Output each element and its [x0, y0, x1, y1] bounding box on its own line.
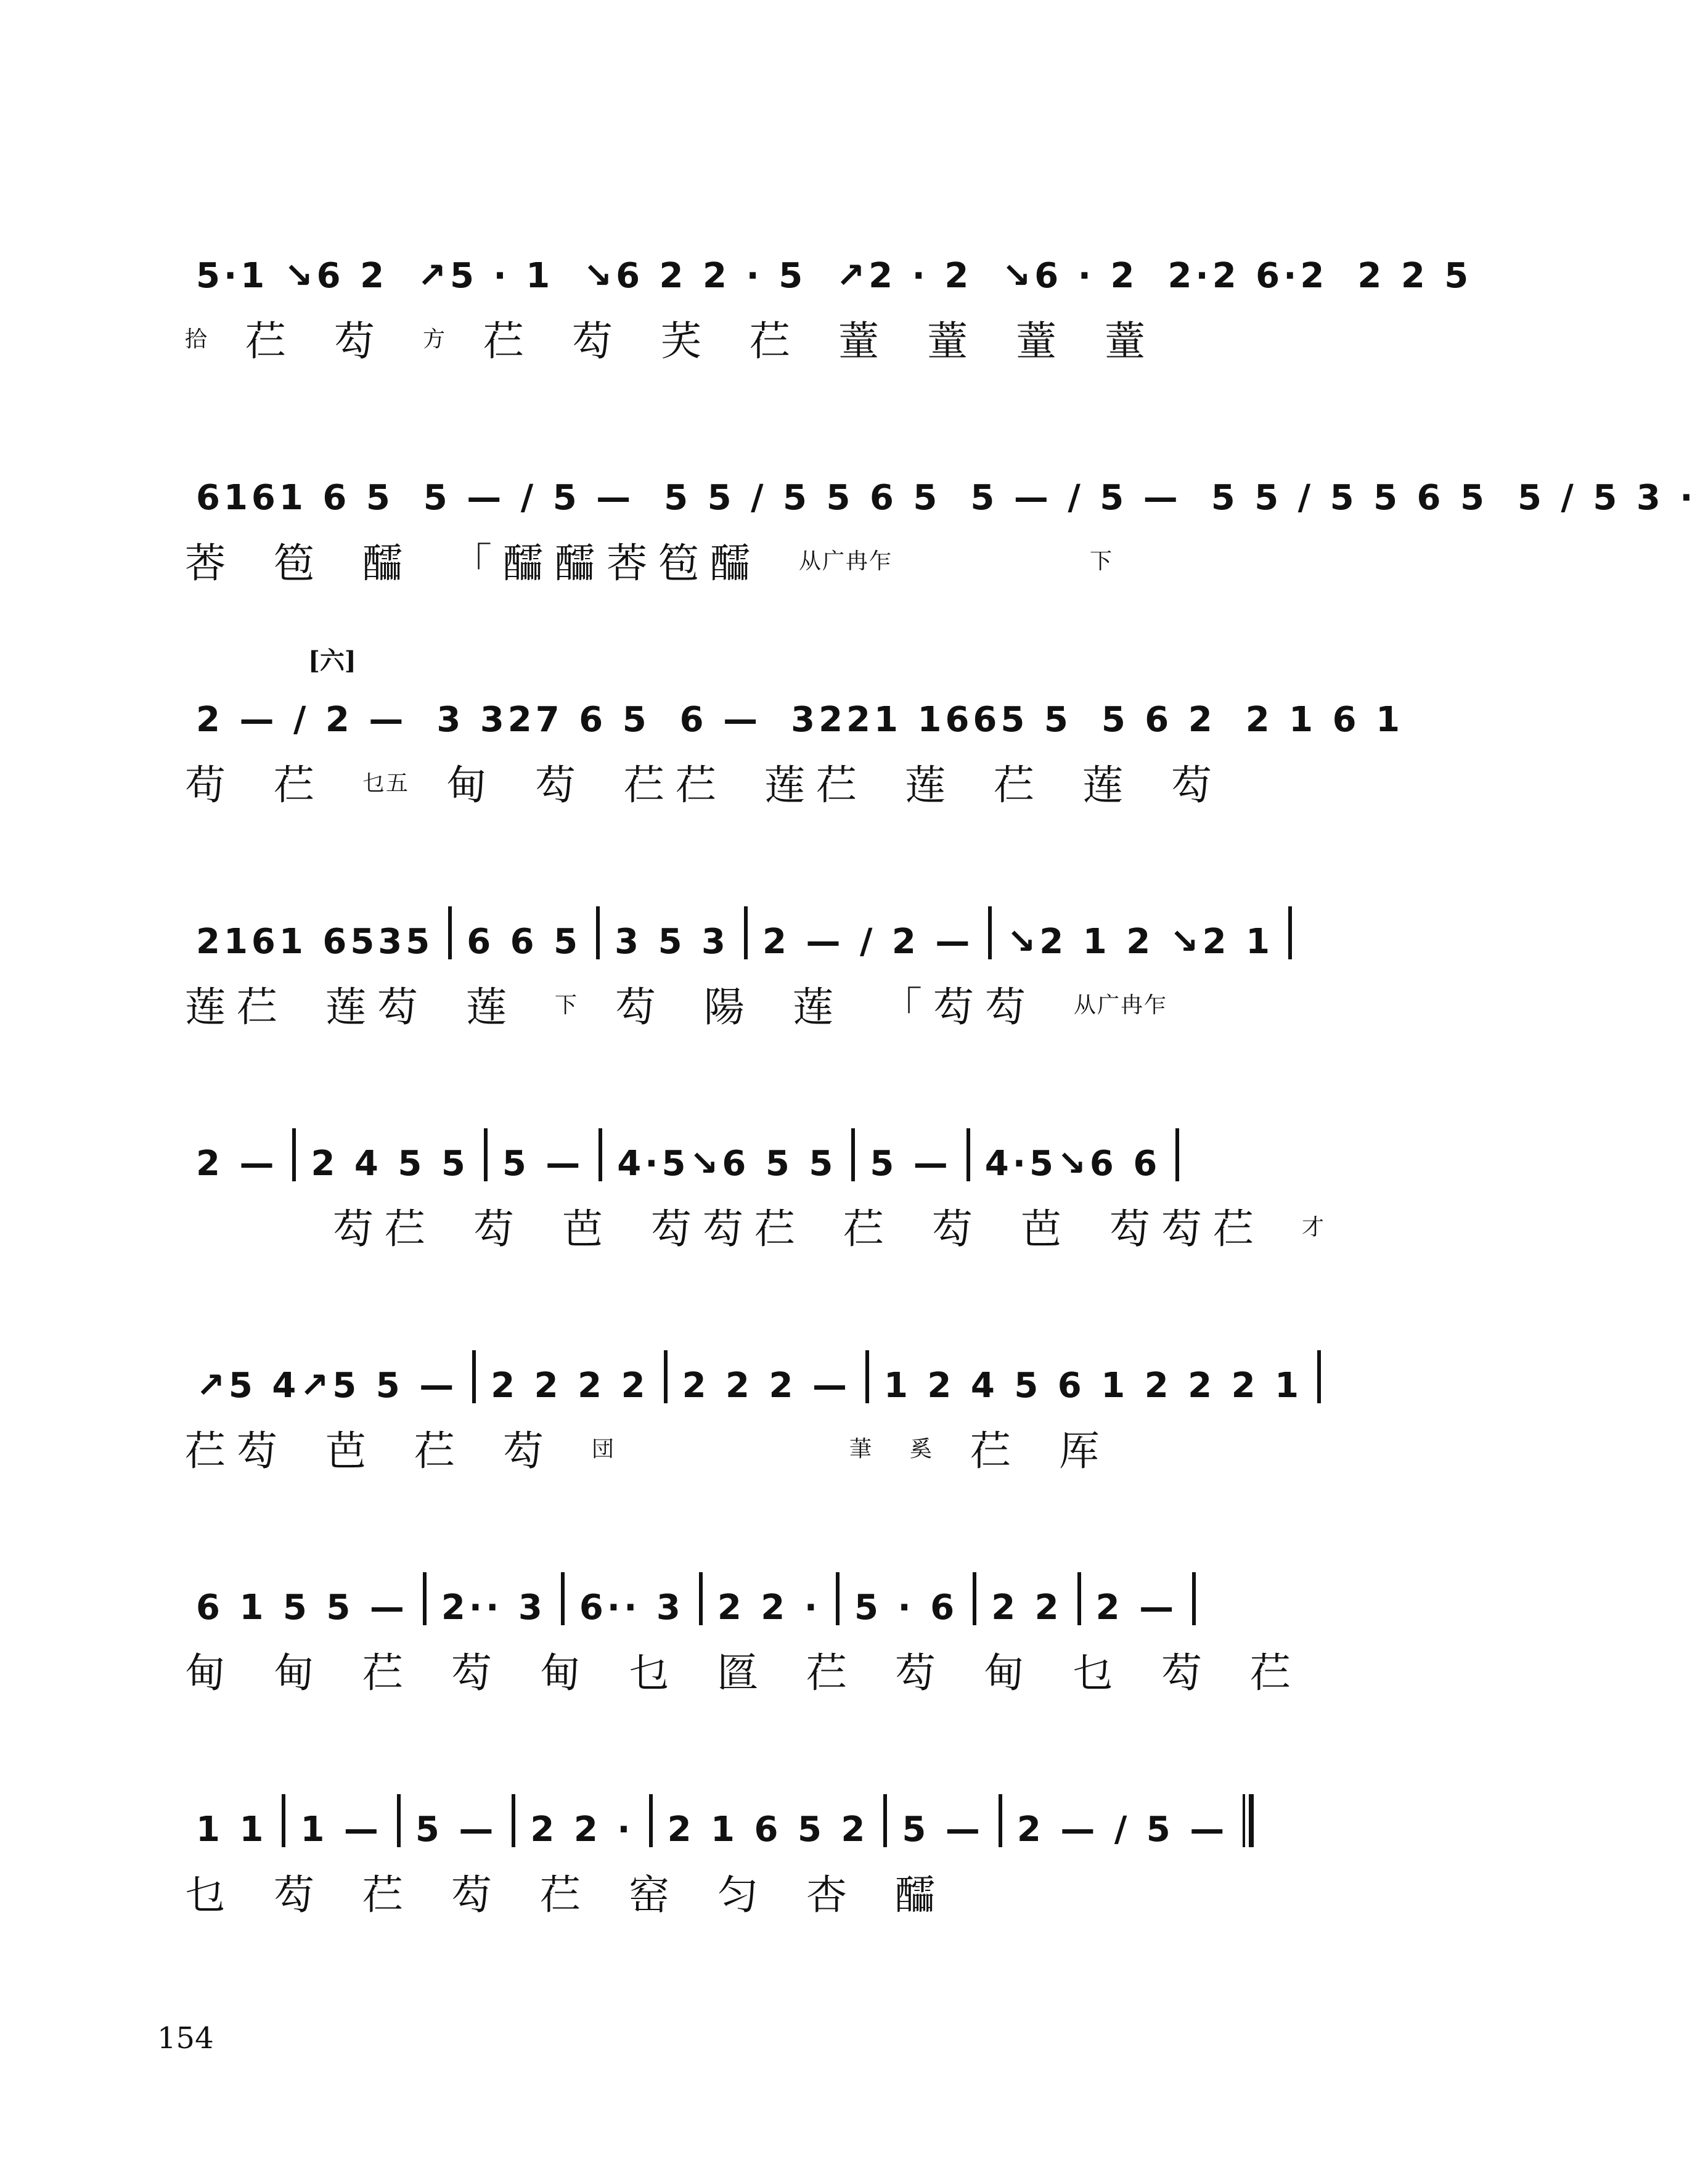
measure: [653, 478, 952, 518]
barline: [484, 1128, 488, 1181]
measure: [491, 1144, 595, 1184]
barline: [744, 906, 748, 959]
measure-notes: ↗5 · 1: [417, 256, 554, 296]
barline: [966, 1128, 970, 1181]
tab-char: 笣: [274, 539, 325, 587]
measure: [185, 922, 444, 962]
barline: [423, 1572, 427, 1625]
tab-char: 蕫: [1105, 317, 1157, 365]
measure-notes: 5 — / 5 —: [423, 478, 635, 518]
measure: [430, 1588, 557, 1628]
tab-char: 乜五: [362, 770, 410, 796]
barline: [699, 1572, 703, 1625]
measure-notes: 5 5 / 5 5 6 5: [664, 478, 941, 518]
tab-char: 莲: [793, 983, 845, 1031]
tab-char: 芢: [362, 1871, 414, 1919]
tab-char: 芢: [806, 1649, 858, 1697]
measure-notes: 2 1 6 5 2: [667, 1810, 869, 1850]
tab-char: 窑: [629, 1871, 680, 1919]
tab-char: 芶芶芢: [651, 1205, 806, 1253]
measure: [606, 1144, 848, 1184]
measure: [980, 1588, 1073, 1628]
barline: [282, 1794, 285, 1847]
measure-notes: 3 5 3: [615, 922, 729, 962]
tab-char: 芭: [562, 1205, 614, 1253]
barline: [448, 906, 452, 959]
measure: [1506, 478, 1708, 518]
tab-char: 芶: [451, 1649, 503, 1697]
measure: [751, 922, 984, 962]
staff-system-5: [185, 1097, 1412, 1259]
barline: [1077, 1572, 1081, 1625]
measure: [185, 1366, 468, 1406]
measure: [1156, 256, 1339, 296]
tab-char: 芢: [750, 317, 802, 365]
notation-line: [185, 1541, 1412, 1628]
tab-char: 醽: [362, 539, 414, 587]
measure-notes: 2·2 6·2: [1167, 256, 1328, 296]
measure-notes: 2 2 ·: [717, 1588, 822, 1628]
measure-notes: 2·· 3: [441, 1588, 546, 1628]
tab-char: 芶: [1161, 1649, 1213, 1697]
measure: [185, 478, 405, 518]
measure-notes: ↘6 · 2: [1002, 256, 1138, 296]
tab-char: 莲芶: [325, 983, 429, 1031]
barline: [649, 1794, 653, 1847]
tab-char: 芢: [1250, 1649, 1302, 1697]
tab-char: 莕: [185, 539, 237, 587]
tab-char: 奚: [910, 1436, 934, 1462]
measure: [843, 1588, 969, 1628]
tab-char: 下: [555, 992, 579, 1018]
tablature-line: [185, 1635, 1412, 1703]
barline: [865, 1350, 869, 1403]
measure: [300, 1144, 480, 1184]
measure: [991, 256, 1149, 296]
tab-char: 芢: [994, 761, 1046, 809]
barline: [664, 1350, 668, 1403]
measure-notes: 3 327 6 5: [436, 700, 650, 740]
tab-char: 从广冉乍: [799, 548, 893, 574]
measure: [185, 1810, 278, 1850]
tab-char: 芢芢: [624, 761, 728, 809]
measure: [873, 1366, 1314, 1406]
measure: [185, 256, 399, 296]
measure-notes: 2 —: [1095, 1588, 1178, 1628]
measure-notes: 2 2 5: [1357, 256, 1473, 296]
measure: [185, 1144, 288, 1184]
tablature-line: [185, 525, 1412, 593]
tab-char: 芭: [325, 1427, 377, 1475]
staff-system-7: [185, 1541, 1412, 1703]
notation-line: [185, 1319, 1412, 1406]
staff-system-3: [185, 646, 1412, 815]
measure-notes: ↘2 1 2 ↘2 1: [1007, 922, 1274, 962]
barline: [1192, 1572, 1196, 1625]
tab-char: 乜: [1073, 1649, 1124, 1697]
measure: [572, 256, 817, 296]
tab-char: 蕫: [838, 317, 891, 365]
measure: [425, 700, 661, 740]
tab-char: 芢: [274, 761, 325, 809]
tab-char: 莲芢: [185, 983, 288, 1031]
measure-notes: 5 —: [870, 1144, 952, 1184]
tab-char: 蕫: [1016, 317, 1068, 365]
measure-notes: 1 2 4 5 6 1 2 2 2 1: [883, 1366, 1303, 1406]
tab-char: 芶: [572, 317, 624, 365]
measure-notes: ↘6 2 2 · 5: [583, 256, 807, 296]
measure: [404, 1810, 508, 1850]
barline: [836, 1572, 840, 1625]
barline: [988, 906, 992, 959]
notation-line: [185, 875, 1412, 962]
tab-char: 芶: [274, 1871, 325, 1919]
measure: [891, 1810, 994, 1850]
final-barline: [1243, 1794, 1254, 1847]
tab-char: 芺: [661, 317, 713, 365]
notation-line: [185, 432, 1697, 518]
measure-notes: 5 —: [415, 1810, 497, 1850]
measure-notes: 6161 6 5: [196, 478, 394, 518]
notation-line: [185, 1763, 1412, 1850]
measure-notes: 5 · 6: [854, 1588, 958, 1628]
tab-char: 杏: [806, 1871, 858, 1919]
tab-char: 匀: [717, 1871, 769, 1919]
tab-char: 甸: [446, 761, 499, 809]
measure: [1090, 700, 1227, 740]
tab-char: 莲芢: [764, 761, 868, 809]
measure: [480, 1366, 660, 1406]
tab-char: 厍: [1059, 1427, 1111, 1475]
tab-char: 莲: [466, 983, 518, 1031]
tab-char: 醽: [895, 1871, 947, 1919]
measure: [671, 1366, 862, 1406]
measure: [859, 1144, 962, 1184]
tab-char: 乜: [629, 1649, 680, 1697]
tab-char: 从广冉乍: [1074, 992, 1168, 1018]
measure: [1346, 256, 1483, 296]
measure-notes: 2 1 6 1: [1245, 700, 1404, 740]
measure-notes: 3221 1665 5: [791, 700, 1072, 740]
tablature-line: [185, 1191, 1412, 1259]
measure: [519, 1810, 645, 1850]
tab-char: 団: [592, 1436, 616, 1462]
tab-char: 芶: [473, 1205, 525, 1253]
tab-char: 芶: [535, 761, 587, 809]
tab-char: 芢: [362, 1649, 414, 1697]
measure: [185, 700, 418, 740]
tab-char: 下: [1090, 548, 1114, 574]
measure: [706, 1588, 832, 1628]
tab-char: 莲: [1082, 761, 1135, 809]
measure-notes: 6 —: [679, 700, 762, 740]
tab-char: 芢: [245, 317, 298, 365]
barline: [1288, 906, 1292, 959]
tablature-line: [185, 303, 1412, 371]
tab-char: 芶: [451, 1871, 503, 1919]
tab-char: 芢: [843, 1205, 895, 1253]
notation-line: [185, 210, 1473, 296]
barline: [883, 1794, 887, 1847]
measure-notes: 4·5↘6 5 5: [617, 1144, 837, 1184]
measure-notes: 2 2: [991, 1588, 1063, 1628]
tab-char: 芶: [615, 983, 668, 1031]
measure-notes: 5 —: [902, 1810, 984, 1850]
tab-char: 芭: [1021, 1205, 1073, 1253]
measure: [412, 478, 645, 518]
measure: [456, 922, 592, 962]
tab-char: 莲: [905, 761, 957, 809]
measure-notes: 2 — / 2 —: [762, 922, 974, 962]
barline: [472, 1350, 476, 1403]
measure: [1200, 478, 1499, 518]
measure-notes: 2 — / 5 —: [1016, 1810, 1228, 1850]
staff-system-1: [185, 210, 1473, 371]
staff-system-4: [185, 875, 1412, 1037]
measure-notes: 2 —: [196, 1144, 278, 1184]
measure-notes: ↗5 4↗5 5 —: [196, 1366, 458, 1406]
tablature-line: [185, 1413, 1412, 1481]
tab-char: 芢: [483, 317, 536, 365]
measure-notes: 1 1: [196, 1810, 268, 1850]
measure-notes: 2 2 2 —: [682, 1366, 851, 1406]
measure: [603, 922, 740, 962]
measure-notes: 5 6 2: [1101, 700, 1216, 740]
tab-char: 苟: [185, 761, 237, 809]
tab-char: 甸: [984, 1649, 1036, 1697]
tab-char: 乜: [185, 1871, 237, 1919]
tab-char: 芶: [895, 1649, 947, 1697]
tab-char: 芶芢: [333, 1205, 436, 1253]
tab-char: 才: [1302, 1214, 1326, 1240]
tab-char: 「芶芶: [881, 983, 1037, 1031]
tab-char: 拾: [185, 326, 209, 352]
measure: [825, 256, 983, 296]
measure-notes: 5·1 ↘6 2: [196, 256, 388, 296]
measure-notes: 2 4 5 5: [311, 1144, 469, 1184]
measure-notes: ↗2 · 2: [836, 256, 973, 296]
measure-notes: 5 — / 5 —: [970, 478, 1182, 518]
barline: [292, 1128, 296, 1181]
tab-char: 芢芶: [185, 1427, 288, 1475]
measure: [1085, 1588, 1188, 1628]
tablature-line: [185, 747, 1412, 815]
measure: [974, 1144, 1172, 1184]
barline: [1317, 1350, 1321, 1403]
notation-line: [185, 654, 1412, 740]
measure: [289, 1810, 393, 1850]
section-mark: [六]: [308, 646, 356, 675]
tab-char: 茟: [849, 1436, 873, 1462]
tab-char: 匫: [717, 1649, 769, 1697]
staff-system-6: [185, 1319, 1412, 1481]
tab-char: 蕫: [927, 317, 979, 365]
barline: [851, 1128, 855, 1181]
measure: [1006, 1810, 1239, 1850]
tab-char: 芢: [540, 1871, 592, 1919]
tablature-line: [185, 1857, 1412, 1925]
measure-notes: 2 2 2 2: [491, 1366, 649, 1406]
measure: [959, 478, 1192, 518]
barline: [512, 1794, 515, 1847]
measure-notes: 5 5 / 5 5 6 5: [1211, 478, 1488, 518]
measure-notes: 6 1 5 5 —: [196, 1588, 408, 1628]
measure-notes: 5 / 5 3 ·: [1517, 478, 1697, 518]
measure: [185, 1588, 419, 1628]
staff-system-2: [185, 432, 1697, 593]
measure-notes: 2161 6535: [196, 922, 434, 962]
measure: [1235, 700, 1415, 740]
tab-char: 「醽醽莕笣醽: [451, 539, 762, 587]
measure-notes: 2 — / 2 —: [196, 700, 407, 740]
barline: [1175, 1128, 1179, 1181]
measure: [669, 700, 772, 740]
tab-char: 芢: [414, 1427, 466, 1475]
tab-char: 甸: [540, 1649, 592, 1697]
measure-notes: 6·· 3: [579, 1588, 684, 1628]
measure-notes: 2 2 ·: [530, 1810, 634, 1850]
barline: [397, 1794, 401, 1847]
measure: [406, 256, 565, 296]
measure: [780, 700, 1083, 740]
tab-char: 方: [423, 326, 447, 352]
measure-notes: 5 —: [502, 1144, 584, 1184]
barline: [561, 1572, 565, 1625]
page-number: 154: [157, 2021, 214, 2056]
staff-system-8: [185, 1763, 1412, 1925]
tablature-line: [185, 969, 1412, 1037]
tab-char: 芶: [932, 1205, 984, 1253]
barline: [999, 1794, 1002, 1847]
barline: [973, 1572, 976, 1625]
tab-char: 甸: [274, 1649, 325, 1697]
measure-notes: 4·5↘6 6: [984, 1144, 1161, 1184]
tab-char: 甸: [185, 1649, 237, 1697]
measure: [995, 922, 1285, 962]
measure-notes: 6 6 5: [467, 922, 582, 962]
tab-char: 陽: [704, 983, 756, 1031]
measure: [568, 1588, 695, 1628]
tab-char: 芢: [970, 1427, 1023, 1475]
measure-notes: 1 —: [300, 1810, 382, 1850]
barline: [599, 1128, 602, 1181]
tab-char: 芶: [334, 317, 386, 365]
measure: [656, 1810, 880, 1850]
tab-char: 芶芶芢: [1109, 1205, 1265, 1253]
tab-char: 芶: [503, 1427, 555, 1475]
notation-line: [185, 1097, 1412, 1184]
tab-char: 芶: [1171, 761, 1224, 809]
barline: [596, 906, 600, 959]
